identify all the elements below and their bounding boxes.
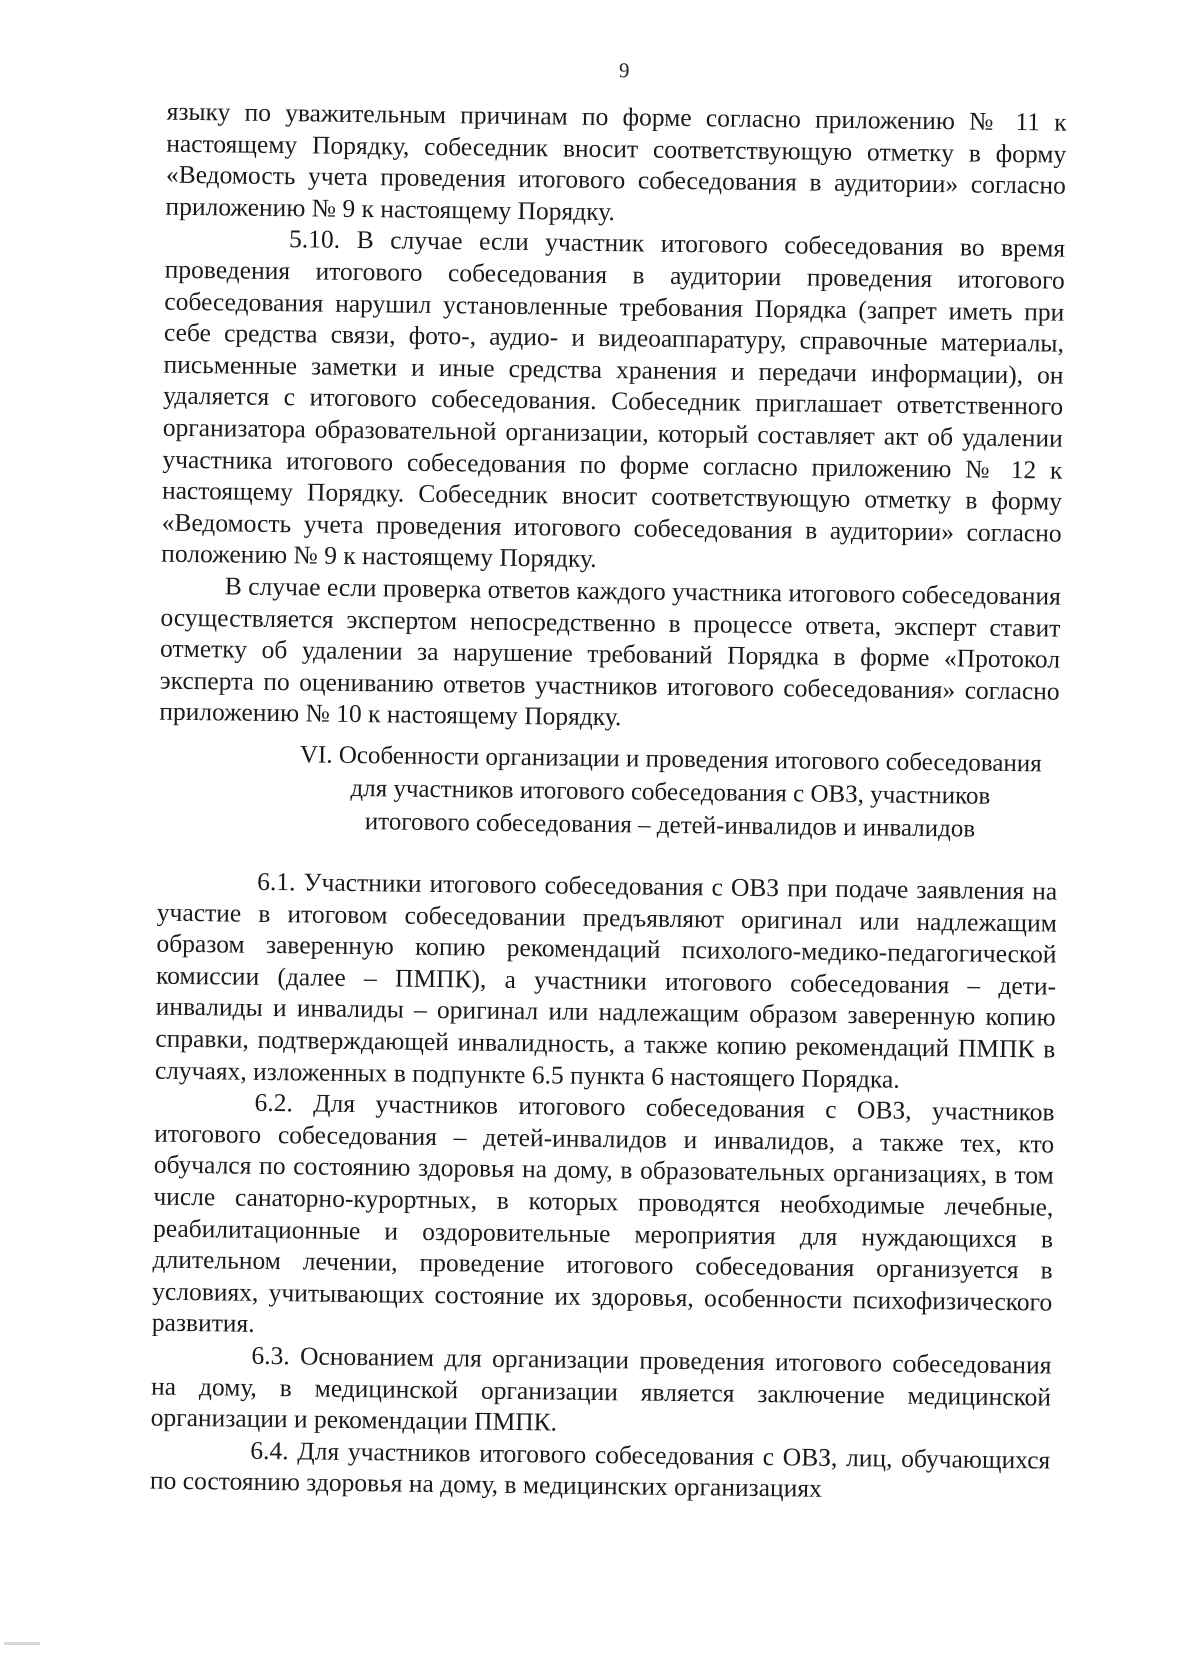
section-heading-line-3: итогового собеседования – детей-инвалидов и инвалидов [364,808,976,843]
scan-corner-mark [4,1642,40,1645]
section-heading-line-2: для участников итогового собеседования с ОВЗ, участников [350,774,991,810]
page-number: 9 [618,58,630,83]
text-block-section-5 [159,96,1067,739]
paragraph-continuation: языку по уважительным причинам по форме согласно приложению № 11 к настоящему Порядку, собеседник вносит соответствующую отметку в форму «Ведомость учета проведения итогового собеседования в аудитории» согласно приложению № 9 к настоящему Порядку. [165,96,1067,226]
paragraph-expert-check: В случае если проверка ответов каждого участника итогового собеседования осуществляется экспертом непосредственно в процессе ответа, эксперт ставит отметку об удалении за нарушение требований Порядка в форме «Протокол эксперта по оцениванию ответов участников итогового собеседования» согласно приложению № 10 к настоящему Порядку. [159,571,1062,732]
paragraph-6-3: 6.3. Основанием для организации проведения итогового собеседования на дому, в медицинской организации является заключение медицинской организации и рекомендации ПМПК. [150,1340,1052,1437]
paragraph-6-2: 6.2. Для участников итогового собеседования с ОВЗ, участников итогового собеседования – детей-инвалидов и инвалидов, а также тех, кто обучался по состоянию здоровья на дому, в образовательных организациях, в том числе санаторно-курортных, в которых проводятся необходимые лечебные, реабилитационные и оздоровительные мероприятия для нуждающихся в длительном лечении, проведение итогового собеседования организуется в условиях, учитывающих состояние их здоровья, особенности психофизического развития. [151,1087,1055,1339]
paragraph-5-10: 5.10. В случае если участник итогового собеседования во время проведения итогового собеседования в аудитории проведения итогового собеседования нарушил установленные требования Порядка (запрет иметь при себе средства связи, фото-, аудио- и видеоаппаратуру, справочные материалы, письменные заметки и иные средства хранения и передачи информации), он удаляется с итогового собеседования. Собеседник приглашает ответственного организатора образовательной организации, который составляет акт об удалении участника итогового собеседования по форме согласно приложению № 12 к настоящему Порядку. Собеседник вносит соответствующую отметку в форму «Ведомость учета проведения итогового собеседования в аудитории» согласно положению № 9 к настоящему Порядку. [161,224,1066,574]
section-heading-line-1: VI. Особенности организации и проведения итогового собеседования [299,741,1042,778]
paragraph-6-4: 6.4. Для участников итогового собеседования с ОВЗ, лиц, обучающихся по состоянию здоровья на дому, в медицинских организациях [149,1435,1051,1504]
paragraph-6-1: 6.1. Участники итогового собеседования с ОВЗ при подаче заявления на участие в итоговом собеседовании предъявляют оригинал или надлежащим образом заверенную копию рекомендаций психолого-медико-педагогической комиссии (далее – ПМПК), а участники итогового собеседования – дети-инвалиды и инвалиды – оригинал или надлежащим образом заверенную копию справки, подтверждающей инвалидность, а также копию рекомендаций ПМПК в случаях, изложенных в подпункте 6.5 пункта 6 настоящего Порядка. [154,866,1058,1094]
section-heading-vi [230,737,1111,847]
text-block-section-6 [150,865,1058,1508]
